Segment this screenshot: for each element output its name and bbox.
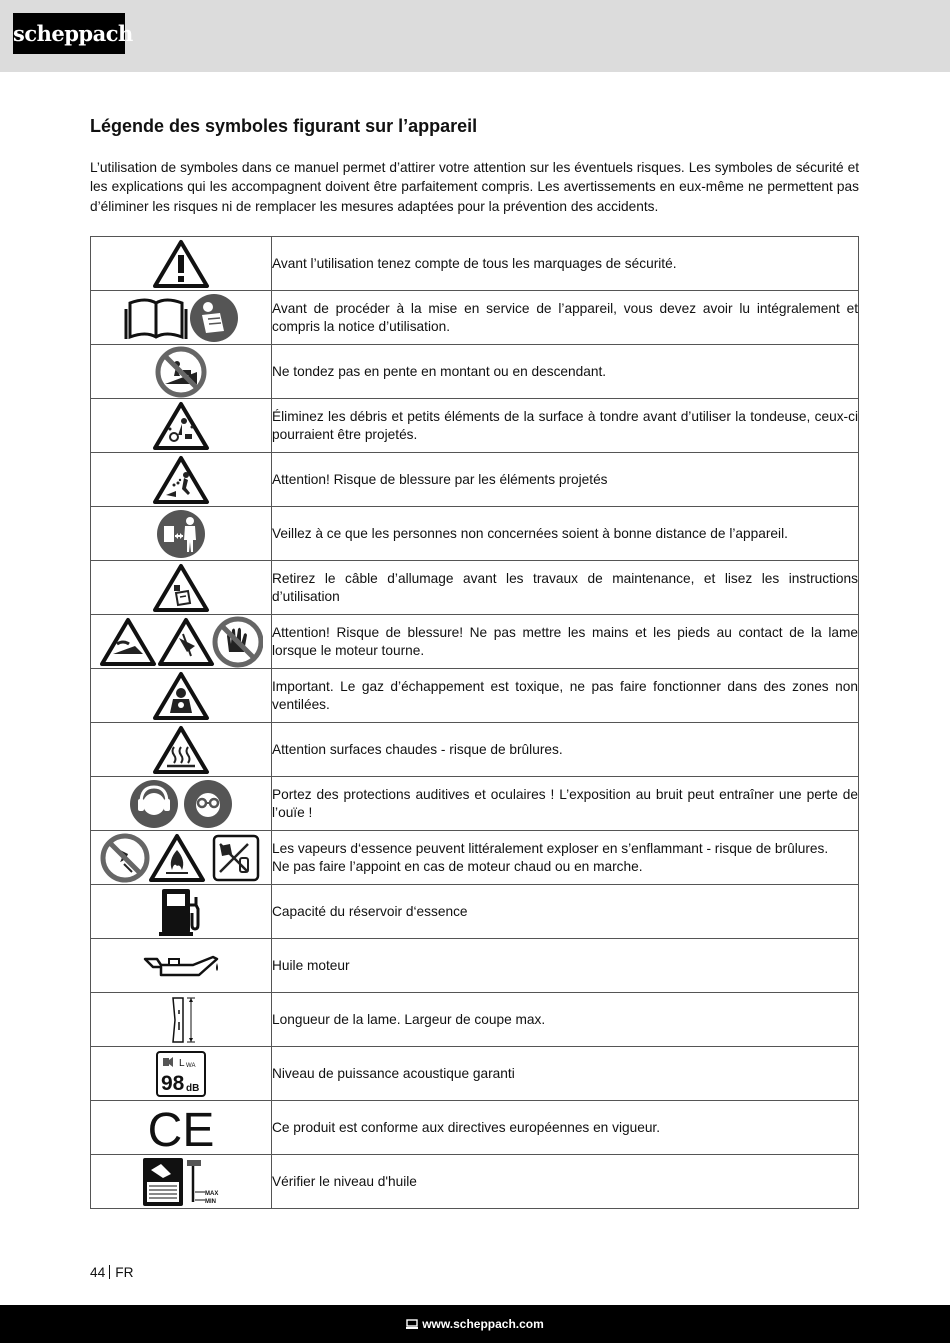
table-row [91,345,859,399]
lwa-subscript: WA [186,1062,196,1069]
header-bar [0,0,950,72]
row-text: Ne tondez pas en pente en montant ou en descendant. [272,345,859,399]
blade-hands-feet-warning-icon [99,616,263,668]
page-title: Légende des symboles figurant sur l’appareil [90,116,478,136]
db-value: 98 [161,1071,185,1095]
intro-paragraph: L’utilisation de symboles dans ce manuel permet d’attirer votre attention sur les éventuels risques. Les symboles de sécurité et les explications qui les accompagnent doivent être parfaitement compris. Les avertissements en eux-même ne permettent pas d’éliminer les risques ni de remplacer les mesures adaptées pour la prévention des accidents. [90,160,859,214]
read-manual-icon [124,293,238,343]
fuel-tank-icon [158,887,204,937]
row-text: Avant de procéder à la mise en service de l’appareil, vous devez avoir lu intégralement et compris la notice d’utilisation. [272,291,859,345]
row-text: Important. Le gaz d’échappement est toxique, ne pas faire fonctionner dans des zones non ventilées. [272,669,859,723]
row-text: Vérifier le niveau d'huile [272,1155,859,1209]
engine-oil-icon [141,949,221,983]
website-link[interactable]: www.scheppach.com [422,1317,544,1331]
table-row [91,885,859,939]
computer-icon [406,1319,418,1329]
table-row [91,993,859,1047]
row-text: Capacité du réservoir d‘essence [272,885,859,939]
table-row [91,939,859,993]
remove-spark-plug-icon [152,563,210,613]
table-row [91,831,859,885]
table-row [91,669,859,723]
row-text: Huile moteur [272,939,859,993]
row-text: Niveau de puissance acoustique garanti [272,1047,859,1101]
table-row [91,777,859,831]
language-code: FR [115,1265,134,1280]
ce-mark-text: CE [147,1103,215,1152]
row-text: Attention! Risque de blessure! Ne pas mettre les mains et les pieds au contact de la lame lorsque le moteur tourne. [272,615,859,669]
fuel-fire-warning-icon [100,832,262,884]
db-unit: dB [186,1082,200,1094]
page-footer [90,1265,133,1280]
row-text: Attention! Risque de blessure par les éléments projetés [272,453,859,507]
ce-mark-icon [146,1104,216,1152]
table-row [91,561,859,615]
no-slope-mowing-icon [155,346,207,398]
table-row [91,453,859,507]
footer-bar [0,1305,950,1343]
row-text: Attention surfaces chaudes - risque de brûlures. [272,723,859,777]
table-row [91,723,859,777]
remove-debris-warning-icon [152,401,210,451]
min-label: MIN [205,1198,216,1205]
table-row [91,399,859,453]
table-row [91,1101,859,1155]
sound-power-icon [155,1050,207,1098]
row-text: Éliminez les débris et petits éléments de la surface à tondre avant d’utiliser la tondeuse, ceux-ci pourraient être projetés. [272,399,859,453]
row-text: Les vapeurs d‘essence peuvent littéralement exploser en s’enflammant - risque de brûlures. Ne pas faire l’appoint en cas de moteur chaud ou en marche. [272,831,859,885]
toxic-exhaust-warning-icon [152,671,210,721]
warning-triangle-icon [152,239,210,289]
table-row [91,291,859,345]
brand-logo: scheppach [13,13,125,54]
row-text: Ce produit est conforme aux directives européennes en vigueur. [272,1101,859,1155]
page-number: 44 [90,1265,106,1280]
thrown-objects-warning-icon [152,455,210,505]
row-text: Portez des protections auditives et oculaires ! L’exposition au bruit peut entraîner une perte de l’ouïe ! [272,777,859,831]
row-text: Longueur de la lame. Largeur de coupe max. [272,993,859,1047]
symbols-table [90,236,859,1209]
check-oil-level-icon [141,1156,221,1208]
ear-eye-protection-icon [129,779,233,829]
lwa-label: L [179,1057,185,1069]
row-text: Veillez à ce que les personnes non concernées soient à bonne distance de l’appareil. [272,507,859,561]
row-text: Avant l’utilisation tenez compte de tous les marquages de sécurité. [272,237,859,291]
blade-length-icon [161,994,201,1046]
hot-surface-warning-icon [152,725,210,775]
table-row [91,507,859,561]
table-row [91,1047,859,1101]
max-label: MAX [205,1190,219,1197]
table-row [91,237,859,291]
table-row [91,1155,859,1209]
table-row [91,615,859,669]
keep-distance-icon [155,508,207,560]
row-text: Retirez le câble d’allumage avant les travaux de maintenance, et lisez les instructions d’utilisation [272,561,859,615]
